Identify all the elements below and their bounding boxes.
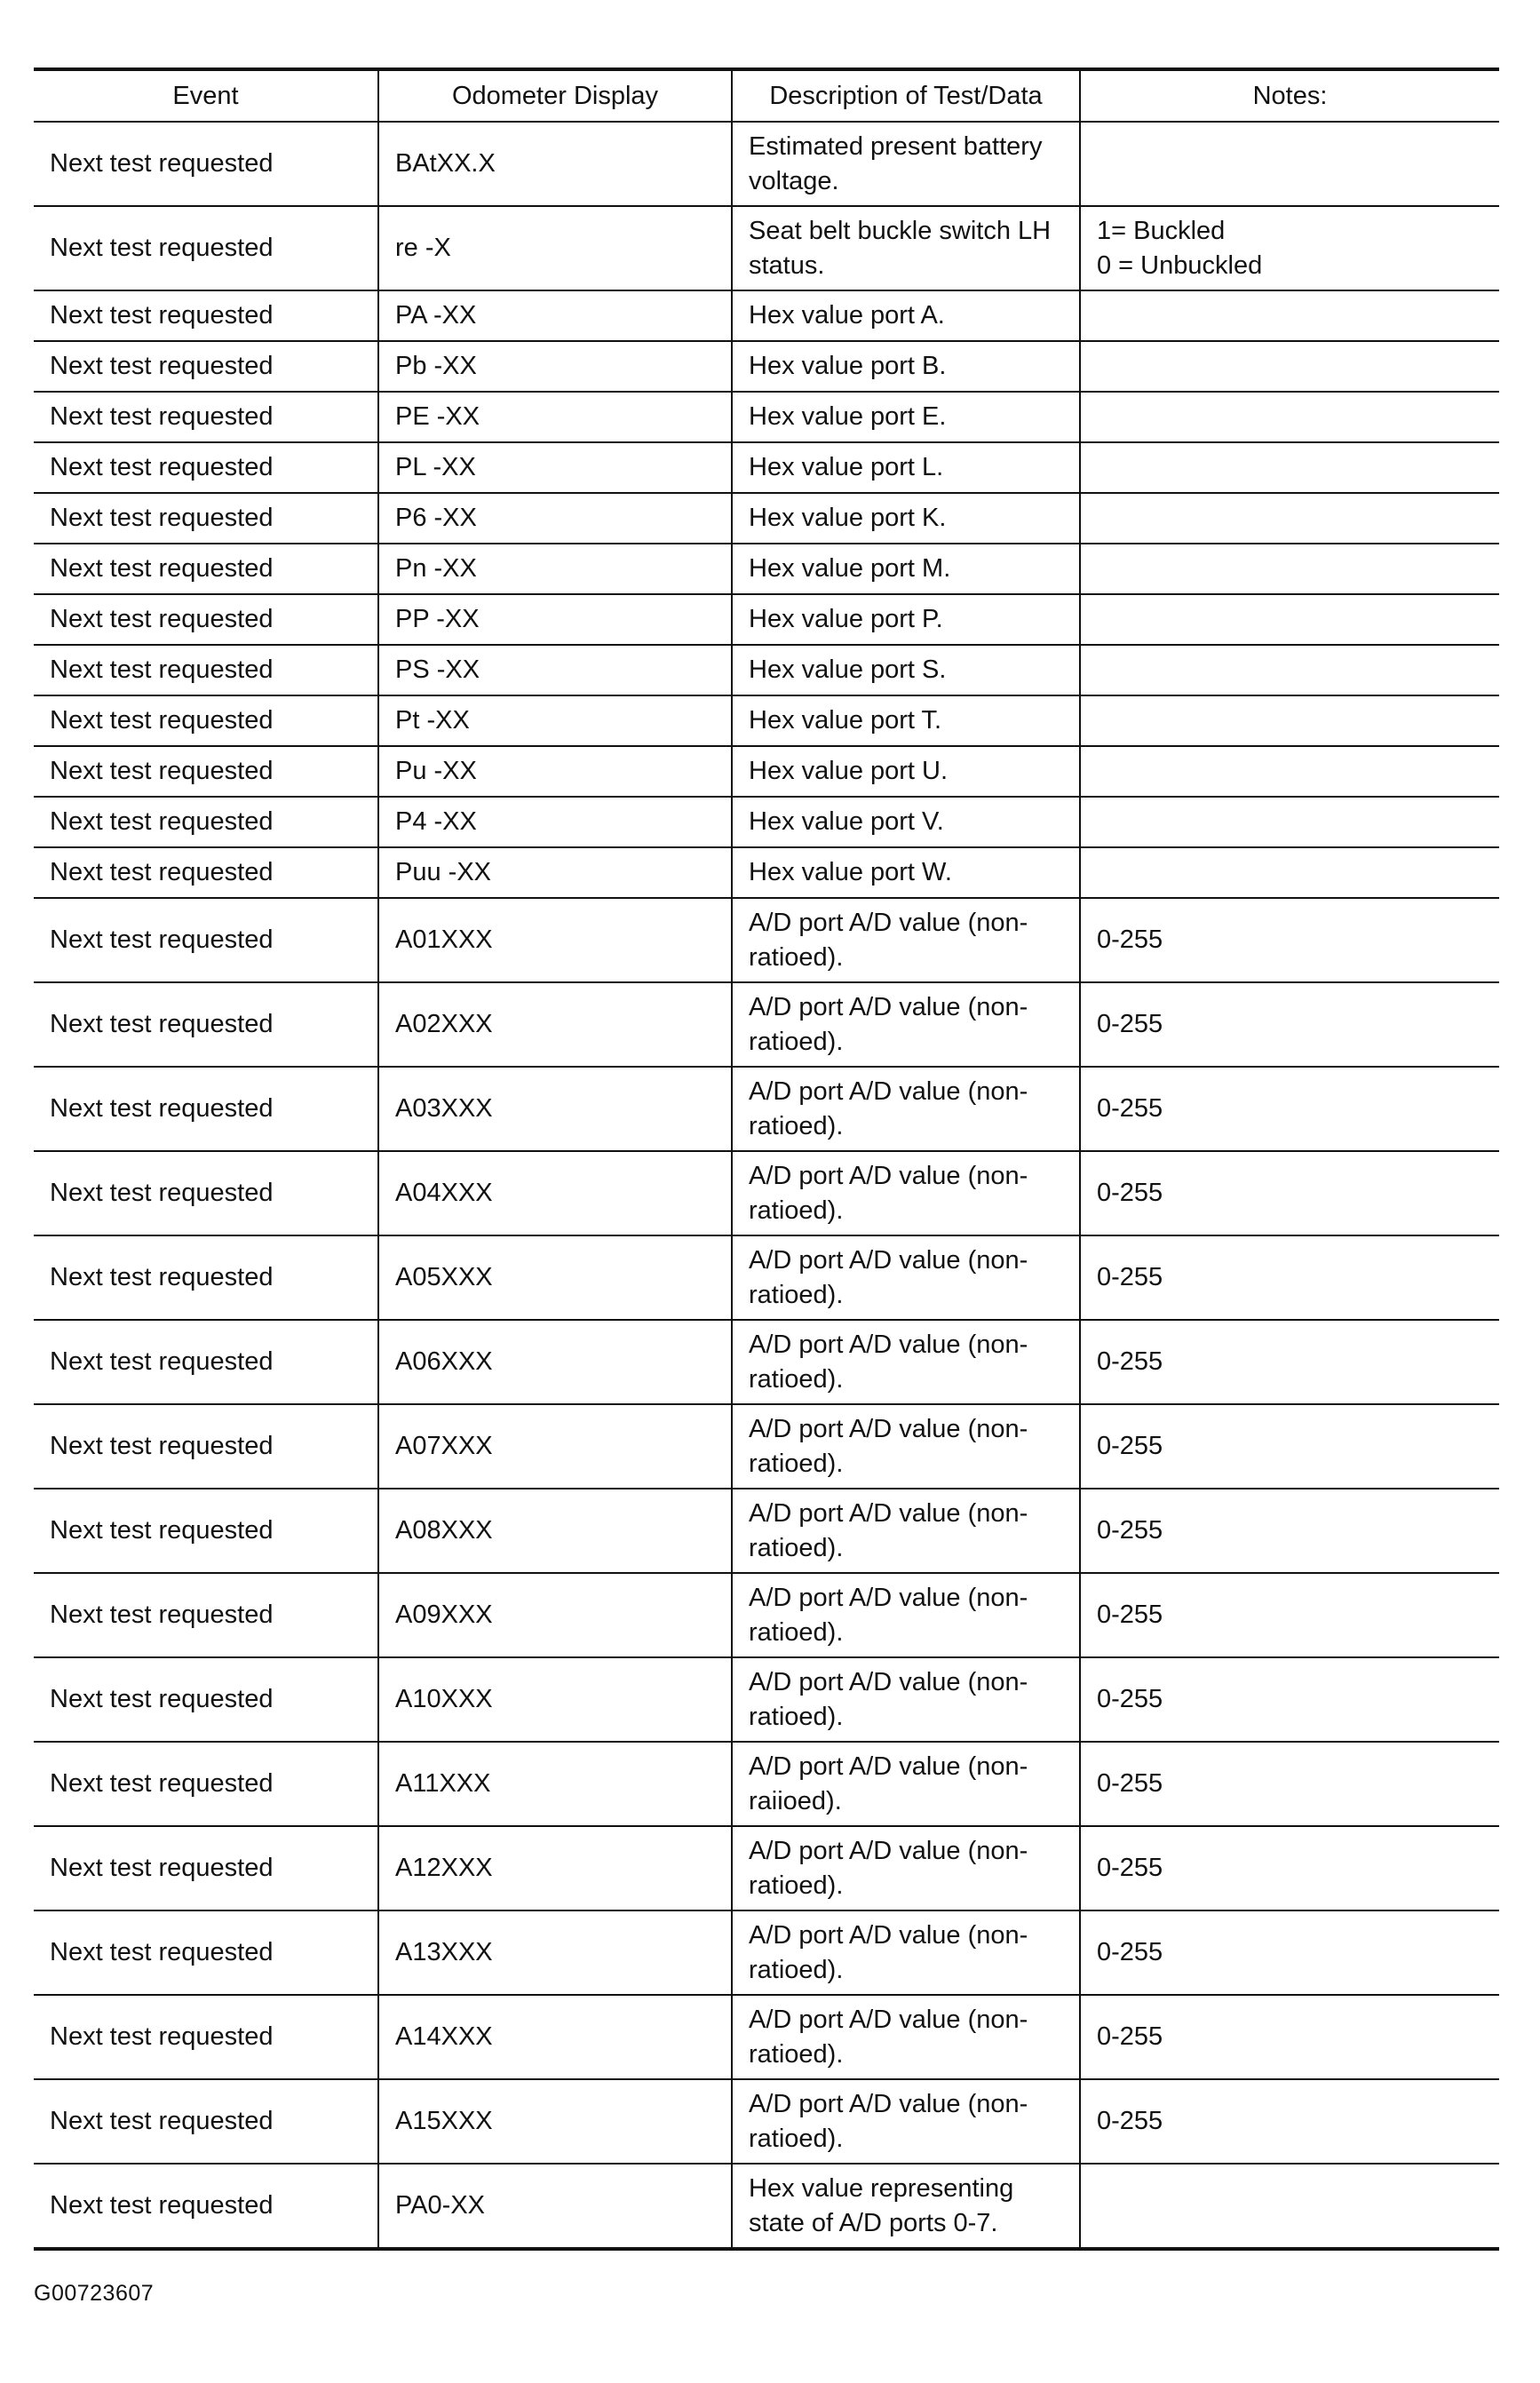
event-cell: Next test requested [34, 1320, 378, 1404]
table-row [34, 1826, 1499, 1910]
diagnostic-test-table [34, 68, 1499, 2251]
notes-cell [1080, 2079, 1499, 2164]
odometer-display-cell: A13XXX [378, 1910, 732, 1995]
odometer-display-cell: A06XXX [378, 1320, 732, 1404]
header-odometer-display: Odometer Display [378, 69, 732, 122]
event-cell: Next test requested [34, 1573, 378, 1657]
odometer-display-cell: A09XXX [378, 1573, 732, 1657]
table-row [34, 1235, 1499, 1320]
table-row [34, 442, 1499, 493]
note-line: 0-255 [1097, 1010, 1163, 1038]
description-cell: Hex value port M. [732, 544, 1080, 594]
description-cell: Hex value port V. [732, 797, 1080, 847]
odometer-display-cell: A05XXX [378, 1235, 732, 1320]
description-cell: Hex value port K. [732, 493, 1080, 544]
odometer-display-cell: Pt -XX [378, 695, 732, 746]
event-cell: Next test requested [34, 898, 378, 982]
notes-cell [1080, 1404, 1499, 1489]
table-row [34, 392, 1499, 442]
event-cell: Next test requested [34, 797, 378, 847]
odometer-display-cell: A02XXX [378, 982, 732, 1067]
event-cell: Next test requested [34, 1067, 378, 1151]
odometer-display-cell: A07XXX [378, 1404, 732, 1489]
note-line: 0-255 [1097, 1601, 1163, 1629]
odometer-display-cell: BAtXX.X [378, 122, 732, 206]
event-cell: Next test requested [34, 746, 378, 797]
note-line: 0-255 [1097, 1854, 1163, 1882]
description-cell: Hex value port E. [732, 392, 1080, 442]
table-row [34, 1151, 1499, 1235]
description-cell: Hex value port P. [732, 594, 1080, 645]
notes-cell [1080, 1235, 1499, 1320]
odometer-display-cell: A11XXX [378, 1742, 732, 1826]
event-cell: Next test requested [34, 206, 378, 290]
note-line: 0-255 [1097, 925, 1163, 954]
header-notes: Notes: [1080, 69, 1499, 122]
note-line: 0-255 [1097, 1347, 1163, 1376]
table-row [34, 493, 1499, 544]
event-cell: Next test requested [34, 544, 378, 594]
event-cell: Next test requested [34, 1235, 378, 1320]
description-cell: A/D port A/D value (non-ratioed). [732, 1067, 1080, 1151]
odometer-display-cell: P4 -XX [378, 797, 732, 847]
description-cell: Hex value port W. [732, 847, 1080, 898]
description-cell: Hex value port T. [732, 695, 1080, 746]
note-line: 0-255 [1097, 2107, 1163, 2135]
event-cell: Next test requested [34, 1404, 378, 1489]
notes-cell [1080, 1151, 1499, 1235]
note-line: 0-255 [1097, 1938, 1163, 1966]
note-line: 0-255 [1097, 1179, 1163, 1207]
odometer-display-cell: A03XXX [378, 1067, 732, 1151]
odometer-display-cell: A15XXX [378, 2079, 732, 2164]
table-row [34, 341, 1499, 392]
table-row [34, 2164, 1499, 2249]
description-cell: A/D port A/D value (non-ratioed). [732, 2079, 1080, 2164]
table-row [34, 797, 1499, 847]
table-row [34, 847, 1499, 898]
notes-cell [1080, 1320, 1499, 1404]
note-line: 0 = Unbuckled [1097, 250, 1263, 280]
note-line: 1= Buckled [1097, 216, 1226, 245]
note-line: 0-255 [1097, 1263, 1163, 1291]
table-row [34, 645, 1499, 695]
description-cell: A/D port A/D value (non-ratioed). [732, 1826, 1080, 1910]
notes-cell [1080, 898, 1499, 982]
header-event: Event [34, 69, 378, 122]
table-row [34, 1910, 1499, 1995]
table-header [34, 69, 1499, 122]
note-line: 0-255 [1097, 2022, 1163, 2051]
table-row [34, 1404, 1499, 1489]
description-cell: A/D port A/D value (non-ratioed). [732, 1910, 1080, 1995]
event-cell: Next test requested [34, 1742, 378, 1826]
description-cell: A/D port A/D value (non-ratioed). [732, 898, 1080, 982]
table-row [34, 1742, 1499, 1826]
odometer-display-cell: P6 -XX [378, 493, 732, 544]
event-cell: Next test requested [34, 982, 378, 1067]
description-cell: Hex value representing state of A/D ports 0-7. [732, 2164, 1080, 2249]
odometer-display-cell: A01XXX [378, 898, 732, 982]
notes-cell [1080, 442, 1499, 493]
description-cell: A/D port A/D value (non-ratioed). [732, 982, 1080, 1067]
header-row [34, 69, 1499, 122]
event-cell: Next test requested [34, 1489, 378, 1573]
figure-id: G00723607 [34, 2281, 155, 2306]
description-cell: A/D port A/D value (non-ratioed). [732, 1235, 1080, 1320]
description-cell: A/D port A/D value (non-ratioed). [732, 1404, 1080, 1489]
table-row [34, 1489, 1499, 1573]
notes-cell [1080, 1826, 1499, 1910]
notes-cell [1080, 544, 1499, 594]
notes-cell [1080, 1995, 1499, 2079]
description-cell: Seat belt buckle switch LH status. [732, 206, 1080, 290]
description-cell: A/D port A/D value (non-ratioed). [732, 1320, 1080, 1404]
event-cell: Next test requested [34, 1826, 378, 1910]
event-cell: Next test requested [34, 847, 378, 898]
table-row [34, 206, 1499, 290]
event-cell: Next test requested [34, 341, 378, 392]
note-line: 0-255 [1097, 1769, 1163, 1798]
odometer-display-cell: Pb -XX [378, 341, 732, 392]
event-cell: Next test requested [34, 695, 378, 746]
table-row [34, 1573, 1499, 1657]
description-cell: A/D port A/D value (non-ratioed). [732, 1657, 1080, 1742]
odometer-display-cell: PP -XX [378, 594, 732, 645]
odometer-display-cell: A14XXX [378, 1995, 732, 2079]
table-row [34, 1067, 1499, 1151]
notes-cell [1080, 1910, 1499, 1995]
notes-cell [1080, 493, 1499, 544]
notes-cell [1080, 341, 1499, 392]
table-row [34, 1657, 1499, 1742]
notes-cell [1080, 695, 1499, 746]
note-line: 0-255 [1097, 1094, 1163, 1123]
notes-cell [1080, 1067, 1499, 1151]
table-row [34, 290, 1499, 341]
event-cell: Next test requested [34, 2079, 378, 2164]
odometer-display-cell: PS -XX [378, 645, 732, 695]
description-cell: A/D port A/D value (non-ratioed). [732, 1489, 1080, 1573]
event-cell: Next test requested [34, 594, 378, 645]
notes-cell [1080, 1489, 1499, 1573]
note-line: 0-255 [1097, 1432, 1163, 1460]
table-row [34, 982, 1499, 1067]
notes-cell [1080, 1742, 1499, 1826]
event-cell: Next test requested [34, 392, 378, 442]
table-row [34, 1995, 1499, 2079]
odometer-display-cell: PA -XX [378, 290, 732, 341]
notes-cell [1080, 594, 1499, 645]
diagnostic-test-table-sheet [34, 68, 1499, 2251]
description-cell: A/D port A/D value (non-ratioed). [732, 1573, 1080, 1657]
description-cell: Estimated present battery voltage. [732, 122, 1080, 206]
table-row [34, 1320, 1499, 1404]
odometer-display-cell: A04XXX [378, 1151, 732, 1235]
odometer-display-cell: A08XXX [378, 1489, 732, 1573]
notes-cell [1080, 392, 1499, 442]
table-row [34, 2079, 1499, 2164]
table-row [34, 746, 1499, 797]
table-row [34, 122, 1499, 206]
table-body [34, 122, 1499, 2249]
notes-cell [1080, 797, 1499, 847]
notes-cell [1080, 1573, 1499, 1657]
table-row [34, 695, 1499, 746]
notes-cell [1080, 847, 1499, 898]
event-cell: Next test requested [34, 1995, 378, 2079]
odometer-display-cell: Pu -XX [378, 746, 732, 797]
event-cell: Next test requested [34, 290, 378, 341]
event-cell: Next test requested [34, 442, 378, 493]
event-cell: Next test requested [34, 122, 378, 206]
odometer-display-cell: A12XXX [378, 1826, 732, 1910]
odometer-display-cell: re -X [378, 206, 732, 290]
notes-cell [1080, 122, 1499, 206]
description-cell: A/D port A/D value (non-raiioed). [732, 1742, 1080, 1826]
odometer-display-cell: PE -XX [378, 392, 732, 442]
notes-cell [1080, 746, 1499, 797]
odometer-display-cell: PL -XX [378, 442, 732, 493]
table-row [34, 544, 1499, 594]
table-row [34, 898, 1499, 982]
event-cell: Next test requested [34, 645, 378, 695]
notes-cell [1080, 1657, 1499, 1742]
description-cell: Hex value port L. [732, 442, 1080, 493]
note-line: 0-255 [1097, 1685, 1163, 1713]
description-cell: Hex value port S. [732, 645, 1080, 695]
odometer-display-cell: PA0-XX [378, 2164, 732, 2249]
event-cell: Next test requested [34, 2164, 378, 2249]
notes-cell [1080, 982, 1499, 1067]
event-cell: Next test requested [34, 1657, 378, 1742]
notes-cell [1080, 206, 1499, 290]
description-cell: A/D port A/D value (non-ratioed). [732, 1151, 1080, 1235]
description-cell: Hex value port U. [732, 746, 1080, 797]
description-cell: A/D port A/D value (non-ratioed). [732, 1995, 1080, 2079]
event-cell: Next test requested [34, 1151, 378, 1235]
header-description: Description of Test/Data [732, 69, 1080, 122]
notes-cell [1080, 2164, 1499, 2249]
event-cell: Next test requested [34, 1910, 378, 1995]
note-line: 0-255 [1097, 1516, 1163, 1545]
table-row [34, 594, 1499, 645]
notes-cell [1080, 645, 1499, 695]
odometer-display-cell: Pn -XX [378, 544, 732, 594]
odometer-display-cell: A10XXX [378, 1657, 732, 1742]
description-cell: Hex value port A. [732, 290, 1080, 341]
event-cell: Next test requested [34, 493, 378, 544]
odometer-display-cell: Puu -XX [378, 847, 732, 898]
description-cell: Hex value port B. [732, 341, 1080, 392]
notes-cell [1080, 290, 1499, 341]
